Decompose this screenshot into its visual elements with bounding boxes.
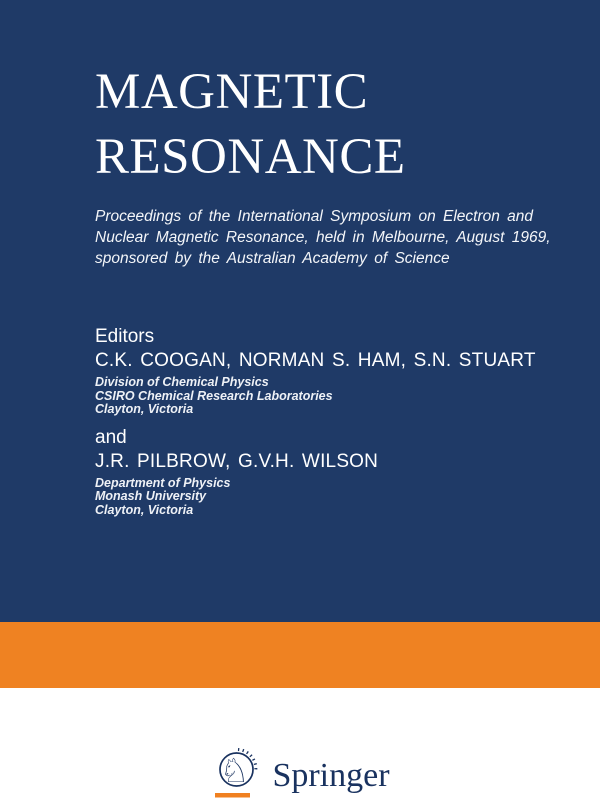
subtitle-line: Nuclear Magnetic Resonance, held in Melbourne, August 1969,: [95, 229, 551, 246]
publisher-footer: [0, 688, 600, 800]
affiliation-line: Clayton, Victoria: [95, 502, 194, 517]
subtitle-line: sponsored by the Australian Academy of Science: [95, 250, 450, 267]
title-line-1: MAGNETIC: [95, 64, 369, 120]
affiliation-line: Clayton, Victoria: [95, 402, 194, 416]
book-title: [95, 0, 552, 190]
book-subtitle: [95, 206, 552, 269]
logo-underline: [215, 793, 250, 798]
affiliation-line: Monash University: [95, 489, 207, 503]
editor-group-2: [95, 449, 552, 518]
springer-logo: [210, 746, 389, 798]
springer-horse-icon: [210, 746, 260, 798]
editors-label: Editors: [95, 326, 155, 347]
horse-glyph: ♘: [220, 751, 250, 790]
editor-affiliation: [95, 477, 552, 518]
editors-connector: and: [95, 426, 127, 448]
editor-names: J.R. PILBROW, G.V.H. WILSON: [95, 450, 379, 472]
editors-section: [95, 325, 552, 517]
editor-group-1: [95, 348, 552, 417]
subtitle-line: Proceedings of the International Symposium on Electron and: [95, 208, 534, 225]
affiliation-line: Department of Physics: [95, 475, 231, 490]
affiliation-line: Division of Chemical Physics: [95, 375, 269, 389]
orange-stripe: [0, 622, 600, 688]
title-line-2: RESONANCE: [95, 129, 406, 185]
editor-affiliation: [95, 376, 552, 417]
affiliation-line: CSIRO Chemical Research Laboratories: [95, 388, 333, 403]
editor-names: C.K. COOGAN, NORMAN S. HAM, S.N. STUART: [95, 350, 536, 371]
springer-wordmark: Springer: [272, 757, 390, 794]
